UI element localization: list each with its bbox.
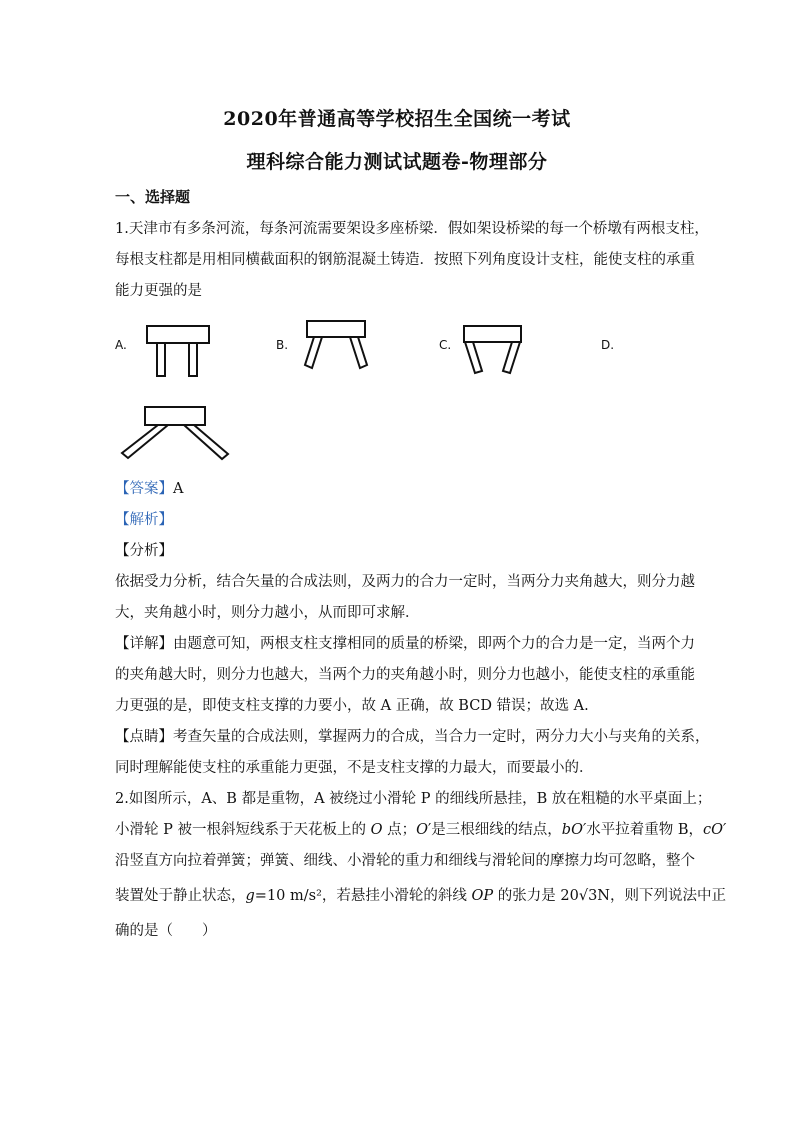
point-text1: 考查矢量的合成法则，掌握两力的合成，当合力一定时，两分力大小与夹角的关系， [173, 729, 710, 745]
line-op-symbol: OP [471, 888, 494, 904]
q2-line2-part-d: 水平拉着重物 B， [586, 822, 704, 838]
point-line2: 同时理解能使支柱的承重能力更强，不是支柱支撑的力最大，而要最小的． [115, 760, 594, 776]
point-o-symbol: O [370, 822, 383, 838]
q2-line4-part-d: ，则下列说法中正 [610, 888, 726, 904]
exam-subtitle: 理科综合能力测试试题卷-物理部分 [246, 151, 548, 173]
q2-line4-part-b: =10 m/s²，若悬挂小滑轮的斜线 [254, 888, 472, 904]
analysis-tag: 【解析】 [115, 512, 173, 528]
q2-line2-part-a: 小滑轮 P 被一根斜短线系于天花板上的 [115, 822, 371, 838]
option-d-figure [120, 406, 232, 464]
point-o-prime-symbol: O [416, 822, 428, 838]
detail-line2: 的夹角越大时，则分力也越大，当两个力的夹角越小时，则分力也越小，能使支柱的承重能 [115, 667, 695, 683]
q1-stem-line3: 能力更强的是 [115, 283, 202, 299]
point-tag: 【点睛】 [115, 729, 173, 745]
section-heading: 一、选择题 [115, 188, 191, 206]
point-line1 [115, 725, 710, 746]
option-d-label: D. [601, 338, 615, 352]
q2-stem-line1: 2.如图所示，A、B 都是重物，A 被绕过小滑轮 P 的细线所悬挂，B 放在粗糙的水平桌面上； [115, 791, 712, 807]
q2-line2-part-c: ′是三根细线的结点， [427, 822, 562, 838]
detail-line3: 力更强的是，即使支柱支撑的力要小，故 A 正确，故 BCD 错误；故选 A. [115, 698, 589, 714]
q2-line4-part-a: 装置处于静止状态， [115, 888, 246, 904]
q2-stem-line5: 确的是（ ） [115, 923, 217, 939]
answer-value: A [173, 481, 184, 497]
option-b-label: B. [276, 338, 289, 352]
detail-line1 [115, 632, 695, 653]
q2-stem-line3: 沿竖直方向拉着弹簧；弹簧、细线、小滑轮的重力和细线与滑轮间的摩擦力均可忽略，整个 [115, 853, 695, 869]
answer-tag: 【答案】 [115, 481, 173, 497]
detail-tag: 【详解】 [115, 636, 173, 652]
tension-value: 20√3N [560, 888, 610, 904]
q2-stem-line2 [115, 818, 726, 839]
gravity-symbol: g [245, 888, 255, 904]
q1-stem-line1: 1.天津市有多条河流，每条河流需要架设多座桥梁．假如架设桥梁的每一个桥墩有两根支柱， [115, 221, 709, 237]
fenxi-line1: 依据受力分析，结合矢量的合成法则，及两力的合力一定时，当两分力夹角越大，则分力越 [115, 574, 695, 590]
analysis-line [115, 508, 173, 529]
fenxi-heading: 【分析】 [115, 543, 173, 559]
q2-line2-part-b: 点； [382, 822, 417, 838]
option-a-label: A. [115, 338, 127, 352]
line-co-symbol: cO′ [703, 822, 727, 838]
exam-title: 2020年普通高等学校招生全国统一考试 [223, 108, 571, 130]
option-c-label: C. [439, 338, 452, 352]
line-bo-symbol: bO′ [561, 822, 587, 838]
option-c-figure [463, 325, 525, 375]
q1-stem-line2: 每根支柱都是用相同横截面积的钢筋混凝土铸造．按照下列角度设计支柱，能使支柱的承重 [115, 252, 695, 268]
q2-line4-part-c: 的张力是 [493, 888, 561, 904]
option-b-figure [300, 320, 372, 372]
option-a-figure [146, 325, 212, 381]
q2-stem-line4 [115, 884, 726, 905]
fenxi-line2: 大，夹角越小时，则分力越小，从而即可求解． [115, 605, 420, 621]
answer-line [115, 477, 183, 498]
detail-text1: 由题意可知，两根支柱支撑相同的质量的桥梁，即两个力的合力是一定，当两个力 [173, 636, 695, 652]
